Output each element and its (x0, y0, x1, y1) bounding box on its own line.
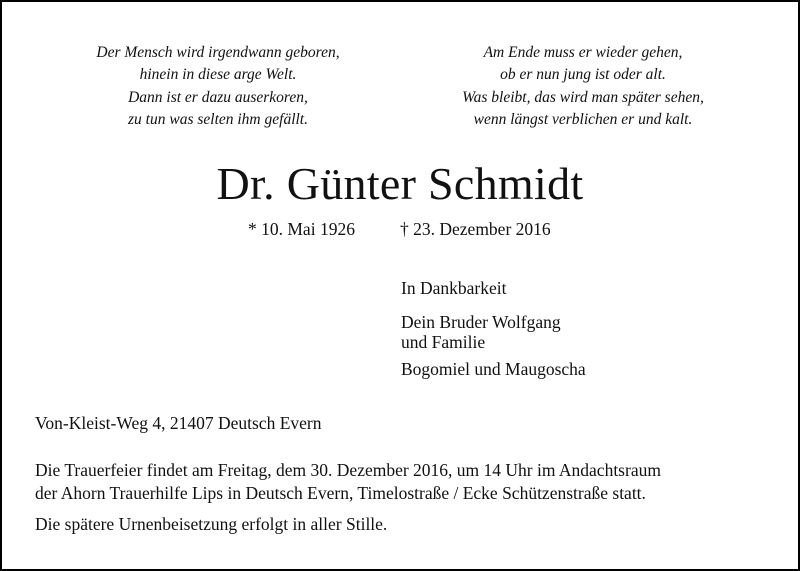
poem-left (42, 42, 394, 131)
mourner-line: und Familie (401, 332, 486, 352)
poem-line: hinein in diese arge Welt. (139, 66, 297, 84)
poem-line: wenn längst verblichen er und kalt. (473, 110, 693, 128)
poem-line: ob er nun jung ist oder alt. (500, 66, 666, 84)
urn-burial-note: Die spätere Urnenbeisetzung erfolgt in aller Stille. (35, 514, 388, 534)
service-line: der Ahorn Trauerhilfe Lips in Deutsch Evern, Timelostraße / Ecke Schützenstraße statt. (35, 483, 646, 503)
poem-right (407, 42, 759, 131)
address: Von-Kleist-Weg 4, 21407 Deutsch Evern (35, 413, 322, 433)
mourners-friends: Bogomiel und Maugoscha (401, 359, 586, 379)
mourner-line: Dein Bruder Wolfgang (401, 312, 561, 332)
birth-date: * 10. Mai 1926 (248, 219, 355, 239)
poem-line: Am Ende muss er wieder gehen, (483, 44, 683, 61)
funeral-service-info (35, 459, 661, 505)
poem-line: zu tun was selten ihm gefällt. (128, 110, 308, 128)
poem-line: Dann ist er dazu auserkoren, (128, 88, 308, 106)
service-line: Die Trauerfeier findet am Freitag, dem 30. Dezember 2016, um 14 Uhr im Andachtsraum (35, 460, 661, 480)
gratitude-line: In Dankbarkeit (401, 278, 507, 298)
mourners-family (401, 312, 561, 352)
deceased-name: Dr. Günter Schmidt (216, 158, 584, 209)
poem-line: Der Mensch wird irgendwann geboren, (96, 44, 340, 61)
death-date: † 23. Dezember 2016 (400, 219, 551, 239)
poem-line: Was bleibt, das wird man später sehen, (462, 88, 704, 106)
